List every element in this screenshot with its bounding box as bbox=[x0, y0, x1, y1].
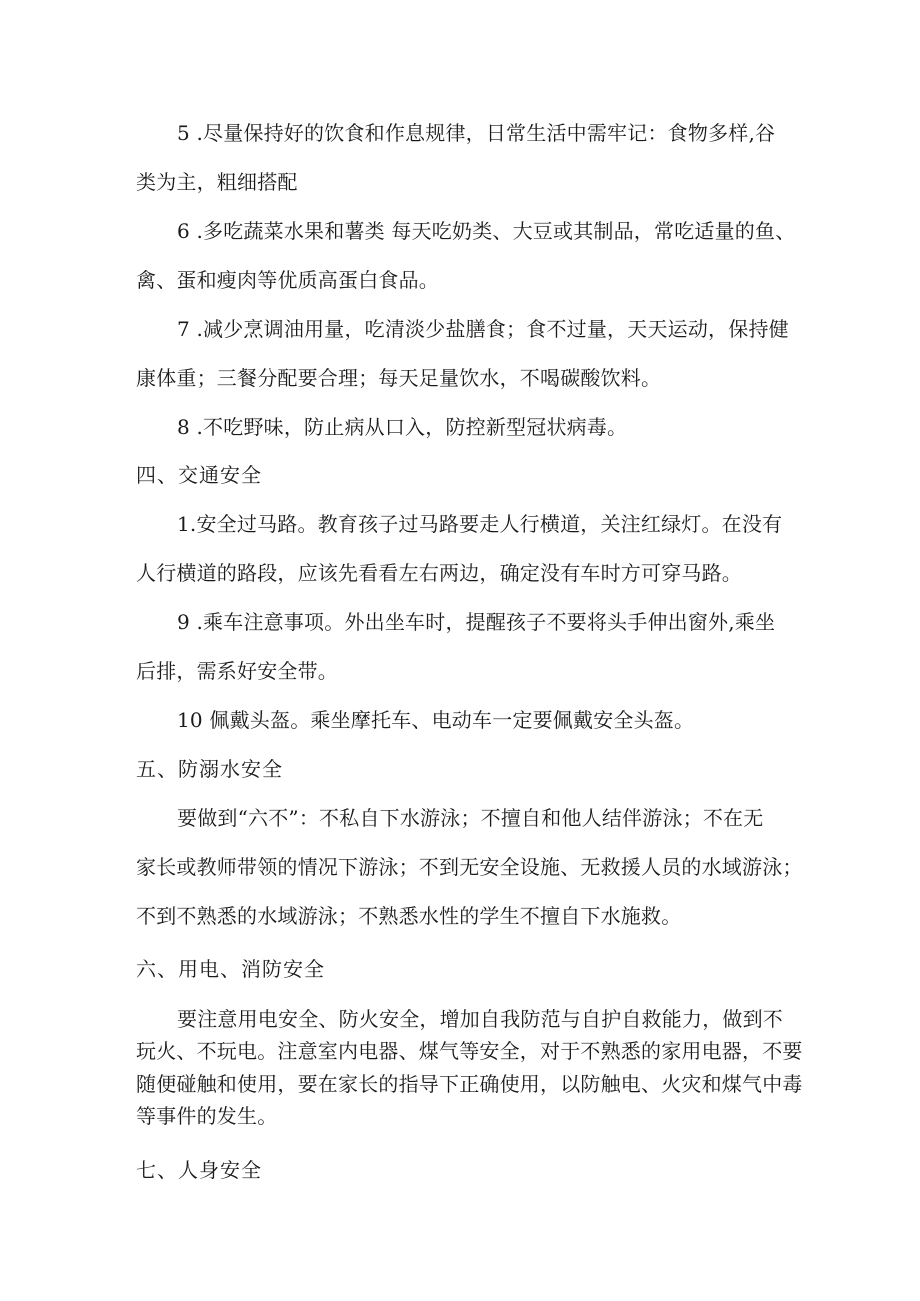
item-5-line-2: 类为主，粗细搭配 bbox=[136, 170, 298, 194]
traffic-item-10-line-1: 10 佩戴头盔。乘坐摩托车、电动车一定要佩戴安全头盔。 bbox=[177, 708, 695, 732]
section-heading-electric-fire-safety: 六、用电、消防安全 bbox=[136, 957, 325, 981]
drowning-paragraph-line-1: 要做到“六不”：不私自下水游泳；不擅自和他人结伴游泳；不在无 bbox=[177, 806, 764, 830]
item-6-line-2: 禽、蛋和瘦肉等优质高蛋白食品。 bbox=[136, 268, 439, 292]
item-7-line-1: 7 .减少烹调油用量，吃清淡少盐膳食；食不过量，天天运动，保持健 bbox=[177, 317, 789, 341]
section-heading-anti-drowning: 五、防溺水安全 bbox=[136, 757, 283, 781]
traffic-item-9-line-2: 后排，需系好安全带。 bbox=[136, 659, 338, 683]
section-heading-personal-safety: 七、人身安全 bbox=[136, 1158, 262, 1182]
electric-paragraph-line-3: 随便碰触和使用，要在家长的指导下正确使用，以防触电、火灾和煤气中毒 bbox=[136, 1072, 803, 1096]
drowning-paragraph-line-3: 不到不熟悉的水域游泳；不熟悉水性的学生不擅自下水施救。 bbox=[136, 904, 682, 928]
item-7-line-2: 康体重；三餐分配要合理；每天足量饮水，不喝碳酸饮料。 bbox=[136, 366, 662, 390]
item-8-line-1: 8 .不吃野味，防止病从口入，防控新型冠状病毒。 bbox=[177, 415, 628, 439]
traffic-item-1-line-1: 1.安全过马路。教育孩子过马路要走人行横道，关注红绿灯。在没有 bbox=[177, 512, 783, 536]
drowning-paragraph-line-2: 家长或教师带领的情况下游泳；不到无安全设施、无救援人员的水域游泳； bbox=[136, 855, 803, 879]
section-heading-traffic-safety: 四、交通安全 bbox=[136, 463, 262, 487]
electric-paragraph-line-2: 玩火、不玩电。注意室内电器、煤气等安全，对于不熟悉的家用电器，不要 bbox=[136, 1039, 803, 1063]
item-5-line-1: 5 .尽量保持好的饮食和作息规律，日常生活中需牢记：食物多样,谷 bbox=[177, 121, 776, 145]
traffic-item-1-line-2: 人行横道的路段，应该先看看左右两边，确定没有车时方可穿马路。 bbox=[136, 561, 742, 585]
traffic-item-9-line-1: 9 .乘车注意事项。外出坐车时，提醒孩子不要将头手伸出窗外,乘坐 bbox=[177, 610, 776, 634]
item-6-line-1: 6 .多吃蔬菜水果和薯类 每天吃奶类、大豆或其制品，常吃适量的鱼、 bbox=[177, 219, 796, 243]
electric-paragraph-line-4: 等事件的发生。 bbox=[136, 1104, 278, 1128]
electric-paragraph-line-1: 要注意用电安全、防火安全，增加自我防范与自护自救能力，做到不 bbox=[177, 1007, 783, 1031]
